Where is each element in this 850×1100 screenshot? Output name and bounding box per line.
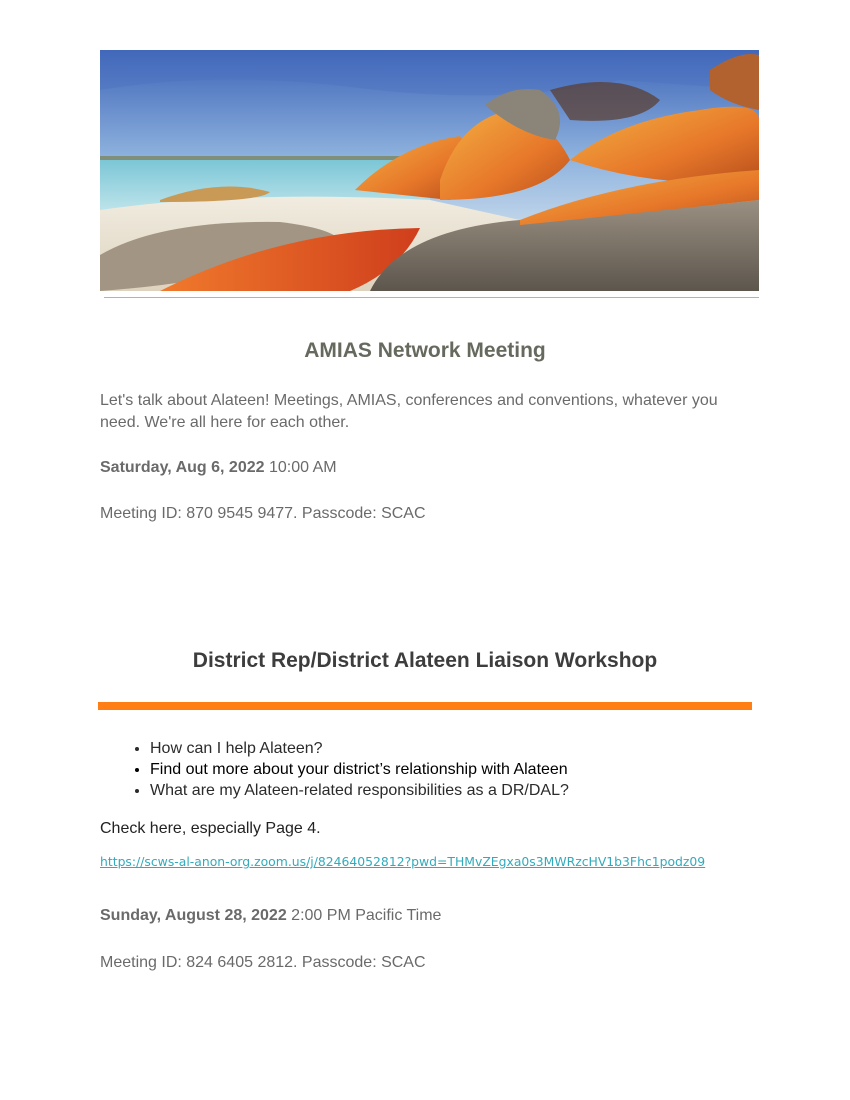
section-title-amias: AMIAS Network Meeting <box>304 339 546 362</box>
check-here-text: Check here, especially Page 4. <box>100 820 321 837</box>
time-1: 10:00 AM <box>264 459 337 476</box>
zoom-meeting-link[interactable]: https://scws-al-anon-org.zoom.us/j/82464052812?pwd=THMvZEgxa0s3MWRzcHV1b3Fhc1podz09 <box>100 854 706 869</box>
meeting-info-2: Meeting ID: 824 6405 2812. Passcode: SCAC <box>100 954 426 971</box>
meeting-date-1 <box>100 457 760 479</box>
date-bold-2: Sunday, August 28, 2022 <box>100 907 287 924</box>
intro-paragraph: Let's talk about Alateen! Meetings, AMIAS, conferences and conventions, whatever you need. We're all here for each other. <box>100 392 718 431</box>
workshop-bullet-list <box>100 738 830 801</box>
list-item: • Find out more about your district’s relationship with Alateen <box>150 759 830 780</box>
meeting-info-1: Meeting ID: 870 9545 9477. Passcode: SCAC <box>100 505 426 522</box>
date-bold-1: Saturday, Aug 6, 2022 <box>100 459 265 476</box>
hero-image <box>100 50 759 291</box>
section-title-workshop: District Rep/District Alateen Liaison Workshop <box>192 649 658 672</box>
time-2: 2:00 PM Pacific Time <box>286 907 442 924</box>
list-item: • What are my Alateen-related responsibilities as a DR/DAL? <box>150 780 830 801</box>
list-item: • How can I help Alateen? <box>150 738 830 759</box>
orange-divider <box>98 702 752 710</box>
meeting-date-2 <box>100 905 760 927</box>
top-divider <box>104 297 759 298</box>
beach-rocks-photo <box>100 50 759 291</box>
